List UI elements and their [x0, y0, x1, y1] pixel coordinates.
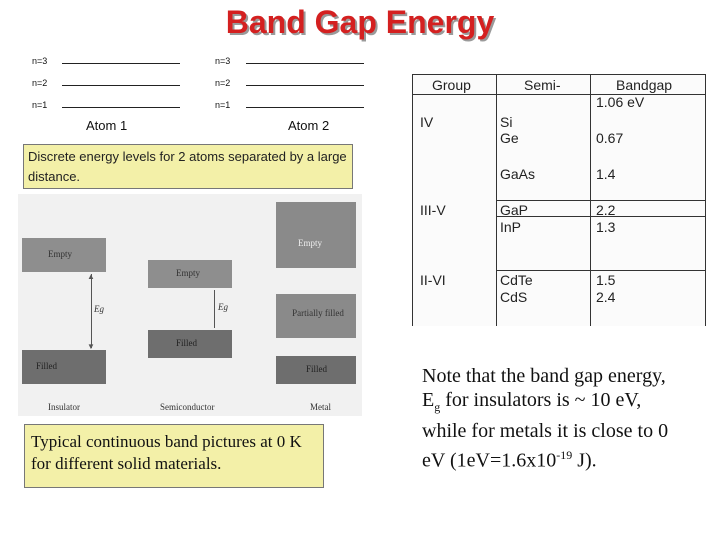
band-gap-note	[422, 364, 712, 473]
semiconductor-label: Semiconductor	[160, 402, 215, 412]
table-cell-gap-row2: 0.67	[596, 130, 624, 146]
semiconductor-empty-band	[148, 260, 232, 288]
insulator-empty-band	[22, 238, 106, 272]
insulator-label: Insulator	[48, 402, 80, 412]
metal-filled-label: Filled	[306, 364, 328, 374]
insulator-gap-arrow	[91, 274, 92, 348]
table-cell-semi-row3: GaAs	[500, 166, 536, 182]
table-cell-gap-row5: 1.3	[596, 219, 616, 235]
table-cell-group-row1: IV	[420, 114, 434, 130]
note-eg-symbol: E	[422, 389, 435, 411]
atom2-level-n3-label: n=3	[215, 56, 231, 66]
atom2-level-n1-line	[246, 107, 364, 108]
semiconductor-gap-label: Eg	[218, 302, 228, 312]
atom1-level-n3-line	[62, 63, 180, 64]
table-cell-gap-row0: 1.06 eV	[596, 94, 645, 110]
atom1-label: Atom 1	[86, 118, 128, 133]
atom1-level-n1-label: n=1	[32, 100, 48, 110]
table-cell-group-row4: III-V	[420, 202, 446, 218]
table-cell-gap-row3: 1.4	[596, 166, 616, 182]
insulator-arrow-down-icon: ▼	[87, 342, 95, 351]
atom1-level-n2-line	[62, 85, 180, 86]
atom1-level-n2-label: n=2	[32, 78, 48, 88]
table-cell-group-row6: II-VI	[420, 272, 446, 288]
atom1-level-n3-label: n=3	[32, 56, 48, 66]
semiconductor-gap-arrow	[214, 290, 215, 328]
metal-label: Metal	[310, 402, 331, 412]
semiconductor-filled-label: Filled	[176, 338, 198, 348]
table-cell-gap-row4: 2.2	[596, 202, 616, 218]
insulator-filled-band	[22, 350, 106, 384]
note-line-4-end: J).	[572, 449, 597, 472]
table-cell-semi-row7: CdS	[500, 289, 528, 305]
atom2-level-n1-label: n=1	[215, 100, 231, 110]
atom2-level-n2-line	[246, 85, 364, 86]
slide-title: Band Gap Energy	[225, 4, 495, 40]
metal-upper-band	[276, 202, 356, 268]
table-row-divider-3	[496, 270, 706, 271]
insulator-filled-label: Filled	[36, 361, 58, 371]
semiconductor-filled-band	[148, 330, 232, 358]
insulator-arrow-up-icon: ▲	[87, 272, 95, 281]
table-cell-gap-row6: 1.5	[596, 272, 616, 288]
metal-partially-filled-band	[276, 294, 356, 338]
semiconductor-empty-label: Empty	[176, 268, 200, 278]
table-header-group: Group	[432, 77, 471, 93]
atom2-label: Atom 2	[288, 118, 330, 133]
bandgap-table	[412, 74, 706, 326]
table-cell-semi-row6: CdTe	[500, 272, 533, 288]
insulator-gap-label: Eg	[94, 304, 104, 314]
table-header-border	[412, 94, 706, 95]
band-pictures	[18, 194, 362, 416]
note-line-4	[422, 443, 712, 473]
table-cell-semi-row4: GaP	[500, 202, 529, 218]
note-exponent: -19	[556, 448, 573, 462]
note-line-2-text: for insulators is ~ 10 eV,	[440, 389, 642, 411]
note-line-1: Note that the band gap energy,	[422, 365, 666, 387]
note-line-2	[422, 388, 712, 419]
table-row-divider-1	[496, 200, 706, 201]
table-top-border	[412, 74, 706, 75]
atom1-level-n1-line	[62, 107, 180, 108]
table-header-semi: Semi-	[524, 77, 561, 93]
table-cell-semi-row2: Ge	[500, 130, 519, 146]
table-cell-semi-row1: Si	[500, 114, 513, 130]
table-cell-gap-row7: 2.4	[596, 289, 616, 305]
metal-filled-band	[276, 356, 356, 384]
band-pictures-caption: Typical continuous band pictures at 0 K for different solid materials.	[24, 424, 324, 488]
table-header-bandgap: Bandgap	[616, 77, 673, 93]
note-line-3: while for metals it is close to 0	[422, 420, 669, 442]
note-line-4-text: eV (1eV=1.6x10	[422, 449, 557, 472]
metal-empty-label: Empty	[298, 238, 322, 248]
atom2-level-n2-label: n=2	[215, 78, 231, 88]
atom2-level-n3-line	[246, 63, 364, 64]
discrete-levels-caption: Discrete energy levels for 2 atoms separated by a large distance.	[23, 144, 353, 189]
insulator-empty-label: Empty	[48, 249, 72, 259]
table-cell-semi-row5: InP	[500, 219, 522, 235]
table-left-border	[412, 74, 413, 326]
note-eg-subscript: g	[434, 400, 441, 414]
metal-partially-filled-label: Partially filled	[292, 308, 344, 318]
